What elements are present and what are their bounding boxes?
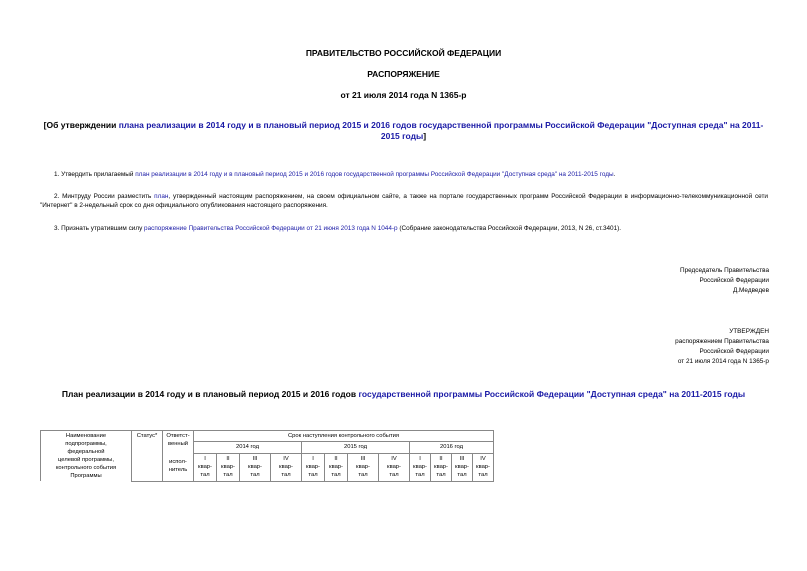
paragraph-3 <box>40 224 768 233</box>
document-type: РАСПОРЯЖЕНИЕ <box>367 69 440 79</box>
q-kvar: квар- <box>221 463 235 470</box>
title-close: ] <box>423 131 427 141</box>
col-name-l2: подпрограммы, <box>65 441 107 447</box>
spacer <box>164 448 192 458</box>
deadline-header: Срок наступления контрольного события <box>194 431 494 442</box>
q-num: I <box>204 455 206 462</box>
q-kvar: квар- <box>476 463 490 470</box>
q1-2014 <box>194 453 217 481</box>
q-num: IV <box>391 455 397 462</box>
q3-2015 <box>348 453 379 481</box>
p2-text: 2. Минтруду России разместить <box>54 193 155 200</box>
document-title <box>36 120 771 142</box>
title-link[interactable]: плана реализации в 2014 году и в плановый период 2015 и 2016 годов государственной программы Российской Федерации "Доступная среда" на 2011-2015 годы <box>118 120 764 141</box>
title-open: [Об утверждении <box>43 120 119 130</box>
q-kvar: квар- <box>306 463 320 470</box>
q-num: II <box>226 455 230 462</box>
q-tal: тал <box>358 471 368 478</box>
q1-2015 <box>302 453 325 481</box>
paragraph-1 <box>40 170 768 179</box>
p1-text: 1. Утвердить прилагаемый <box>54 171 136 178</box>
q-kvar: квар- <box>413 463 427 470</box>
plan-title-link[interactable]: государственной программы Российской Федерации "Доступная среда" на 2011-2015 годы <box>358 389 746 399</box>
col-resp-l4: нитель <box>168 467 188 473</box>
signature-line-1: Председатель Правительства <box>680 267 769 274</box>
q-tal: тал <box>281 471 291 478</box>
p2-plan-link[interactable]: план <box>154 193 169 200</box>
signature-name: Д.Медведев <box>732 287 769 294</box>
q-num: IV <box>480 455 486 462</box>
q-num: I <box>419 455 421 462</box>
q-tal: тал <box>331 471 341 478</box>
p1-plan-link[interactable]: план реализации в 2014 году и в плановый период 2015 и 2016 годов государственной программы Российской Федерации "Доступная среда" на 2011-2015 годы <box>135 171 614 178</box>
q-num: III <box>459 455 465 462</box>
q3-2014 <box>240 453 271 481</box>
plan-title-text: План реализации в 2014 году и в плановый период 2015 и 2016 годов <box>61 389 359 399</box>
q-tal: тал <box>200 471 210 478</box>
q-num: II <box>334 455 338 462</box>
col-responsible-header <box>163 431 194 482</box>
q-kvar: квар- <box>248 463 262 470</box>
approval-block <box>675 327 769 367</box>
q-tal: тал <box>389 471 399 478</box>
signature-line-2: Российской Федерации <box>699 277 769 284</box>
q1-2016 <box>410 453 431 481</box>
q-kvar: квар- <box>387 463 401 470</box>
q-num: IV <box>283 455 289 462</box>
col-name-header <box>41 431 132 482</box>
paragraph-2 <box>40 192 768 210</box>
q-num: I <box>312 455 314 462</box>
approved-by: распоряжением Правительства <box>675 338 769 345</box>
q-kvar: квар- <box>329 463 343 470</box>
q2-2016 <box>431 453 452 481</box>
q4-2016 <box>473 453 494 481</box>
q-num: III <box>252 455 258 462</box>
p3-order-link[interactable]: распоряжение Правительства Российской Федерации от 21 июня 2013 года N 1044-р <box>144 225 398 232</box>
q4-2014 <box>271 453 302 481</box>
q-tal: тал <box>308 471 318 478</box>
p3-text: 3. Признать утратившим силу <box>54 225 145 232</box>
col-resp-l1: Ответст- <box>166 433 190 439</box>
year-2015-header: 2015 год <box>302 442 410 453</box>
q-kvar: квар- <box>356 463 370 470</box>
p2-rest: , утвержденный настоящим распоряжением, на своем официальном сайте, а также на портале государственных программ Российской Федерации в информационно-телекоммуникационной сети "Интернет" в 2-недельный срок со дня официального опубликования настоящего распоряжения. <box>40 193 768 210</box>
q-kvar: квар- <box>198 463 212 470</box>
q-tal: тал <box>478 471 488 478</box>
q-kvar: квар- <box>455 463 469 470</box>
signature-block <box>680 266 769 296</box>
col-status-header: Статус* <box>132 431 163 482</box>
col-name-l4: целевой программы, <box>58 457 114 463</box>
q-tal: тал <box>457 471 467 478</box>
plan-title <box>0 389 807 399</box>
q-kvar: квар- <box>434 463 448 470</box>
approved-label: УТВЕРЖДЕН <box>729 328 769 335</box>
q-tal: тал <box>223 471 233 478</box>
approved-date: от 21 июля 2014 года N 1365-р <box>677 358 769 365</box>
p1-end: . <box>613 171 616 178</box>
schedule-table <box>40 430 494 482</box>
col-resp-l3: испол- <box>169 459 187 465</box>
col-name-l3: федеральной <box>67 449 105 455</box>
q-kvar: квар- <box>279 463 293 470</box>
year-2014-header: 2014 год <box>194 442 302 453</box>
year-2016-header: 2016 год <box>410 442 494 453</box>
col-name-l1: Наименование <box>65 433 107 439</box>
col-resp-l2: венный <box>167 441 189 447</box>
col-name-l5: контрольного события <box>55 465 117 471</box>
approved-federation: Российской Федерации <box>699 348 769 355</box>
q-num: III <box>360 455 366 462</box>
q2-2014 <box>217 453 240 481</box>
q-num: II <box>439 455 443 462</box>
col-name-l6: Программы <box>70 473 102 479</box>
q-tal: тал <box>250 471 260 478</box>
q2-2015 <box>325 453 348 481</box>
document-date-number: от 21 июля 2014 года N 1365-р <box>340 90 467 100</box>
q3-2016 <box>452 453 473 481</box>
q-tal: тал <box>415 471 425 478</box>
p3-rest: (Собрание законодательства Российской Федерации, 2013, N 26, ст.3401). <box>397 225 622 232</box>
q-tal: тал <box>436 471 446 478</box>
q4-2015 <box>379 453 410 481</box>
government-header: ПРАВИТЕЛЬСТВО РОССИЙСКОЙ ФЕДЕРАЦИИ <box>305 48 502 58</box>
